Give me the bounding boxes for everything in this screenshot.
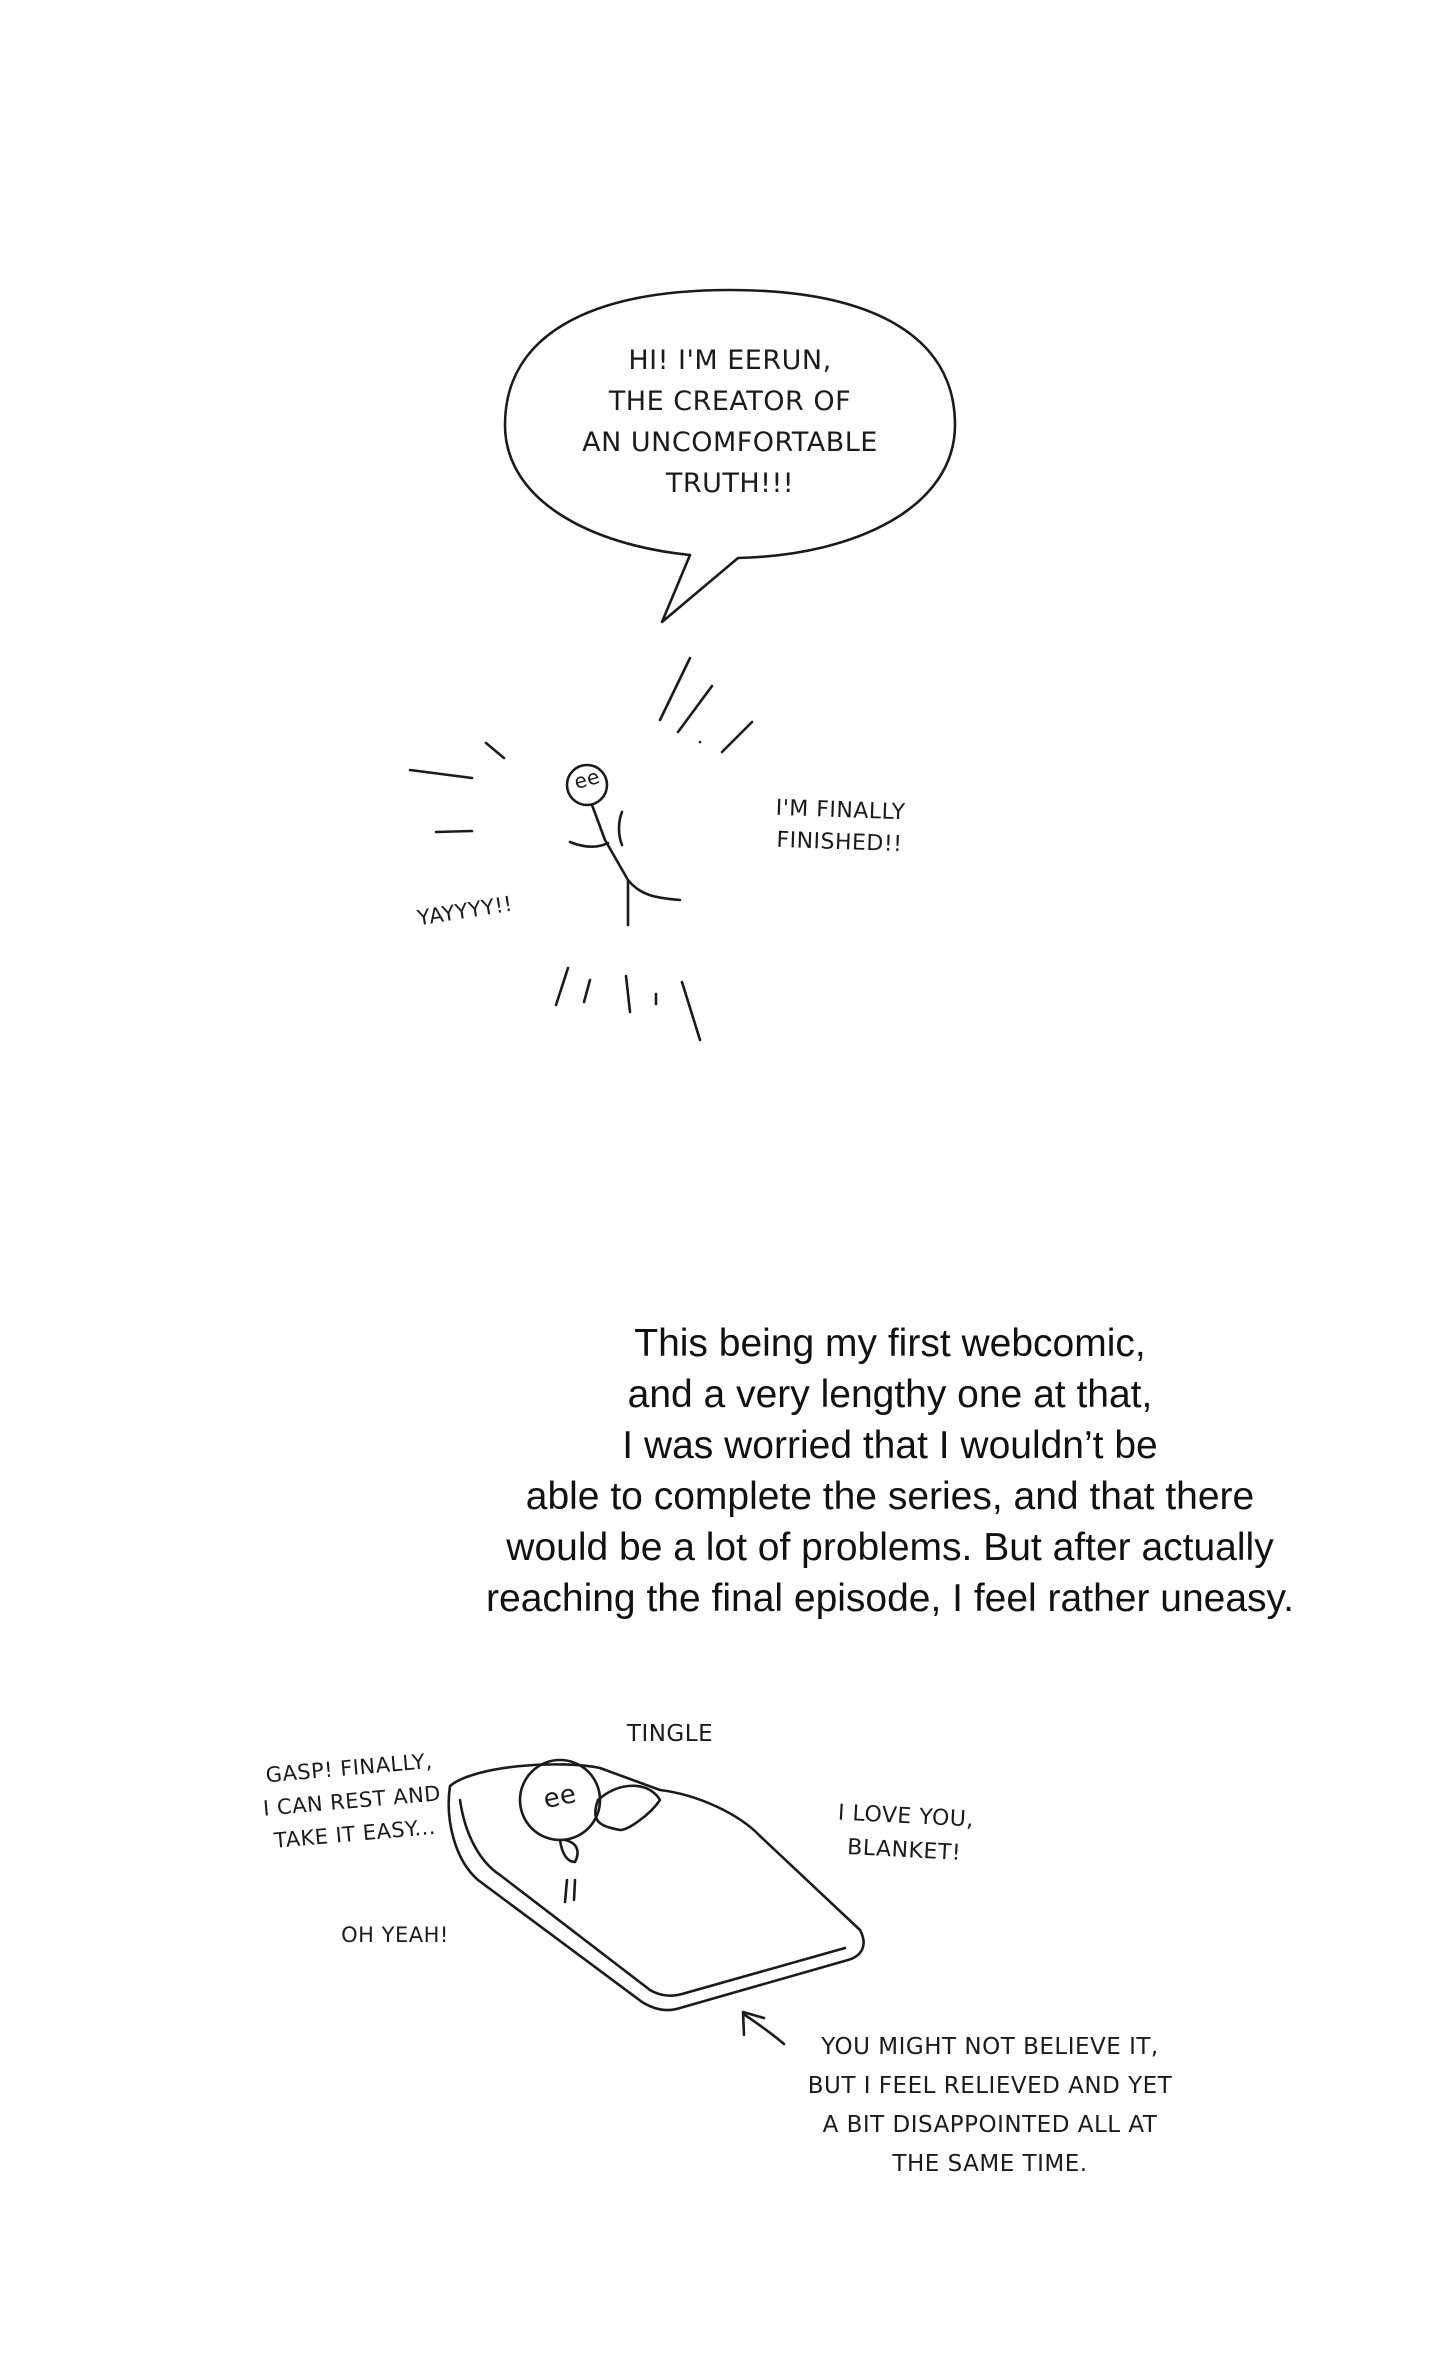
bed-inner-edge (460, 1800, 845, 1996)
finished-caption: I'M FINALLY FINISHED!! (775, 795, 906, 858)
tingle-caption: TINGLE (626, 1721, 714, 1747)
pointer-arrow (743, 2012, 784, 2044)
speech-bubble-text: HI! I'M EERUN, THE CREATOR OF AN UNCOMFORTABLE TRUTH!!! (582, 345, 878, 499)
gasp-caption: GASP! FINALLY, I CAN REST AND TAKE IT EASY... (262, 1748, 442, 1853)
blanket-caption: I LOVE YOU, BLANKET! (837, 1800, 975, 1866)
oh-yeah-caption: OH YEAH! (341, 1923, 449, 1947)
narration-text: This being my first webcomic, and a very lengthy one at that, I was worried that I wouldn’t be able to complete the series, and that there would be a lot of problems. But after actually reaching the final episode, I feel rather uneasy. (486, 1322, 1294, 1620)
motion-lines (410, 658, 752, 1040)
sleeper-face-text: ee (540, 1778, 580, 1816)
figure-body (570, 805, 680, 925)
figure-face-text: ee (571, 764, 603, 794)
relieved-caption: YOU MIGHT NOT BELIEVE IT, BUT I FEEL RELIEVED AND YET A BIT DISAPPOINTED ALL AT THE SAME TIME. (807, 2034, 1173, 2177)
yay-caption: YAYYYY!! (415, 891, 515, 931)
